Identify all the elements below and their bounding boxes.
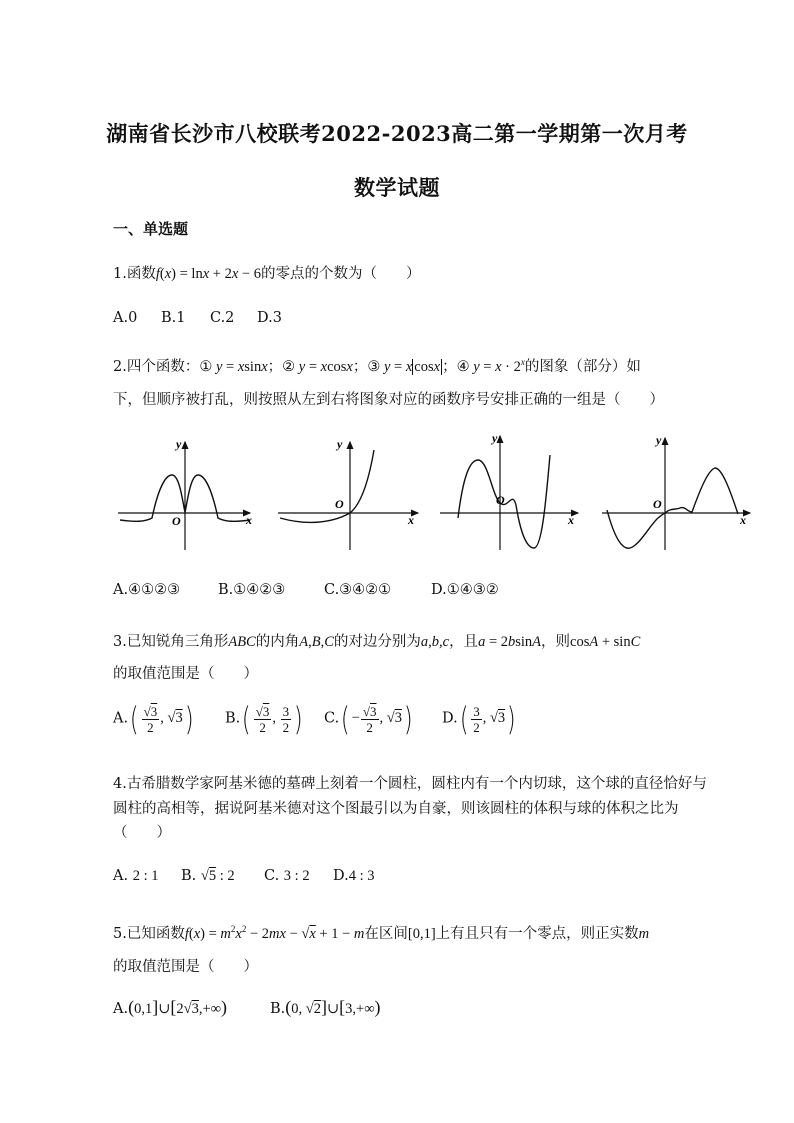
graph-1-x-label: x <box>246 513 252 527</box>
q5-line2: 的取值范围是（ ） <box>113 959 258 975</box>
page-title: 湖南省长沙市八校联考2022-2023高二第一学期第一次月考 <box>106 121 688 146</box>
graph-4-origin: O <box>653 497 662 511</box>
q2-graphs <box>110 430 770 560</box>
q1-options <box>113 310 282 326</box>
q1-option-c: C.2 <box>210 310 235 326</box>
graph-4 <box>602 433 750 550</box>
q2-options <box>113 582 499 598</box>
q2-func-1: ① y = xsinx <box>199 359 268 375</box>
q4-option-d: D.4 : 3 <box>333 868 375 884</box>
q4-option-b: B. √5 : 2 <box>181 868 235 884</box>
q3-mid2: 的对边分别为 <box>333 634 421 650</box>
q5-mid: 在区间 <box>364 926 408 942</box>
graph-3-y-label: y <box>492 431 498 445</box>
q2-prefix: 2.四个函数： <box>113 359 200 375</box>
graph-3-origin: O <box>496 493 505 507</box>
q2-func-4: ④ $y = x \cdot 2^x$ <box>456 357 525 375</box>
q5-option-b: B.(0, √2]∪[3,+∞) <box>270 997 381 1017</box>
q1-prefix: 1.函数 <box>113 266 156 282</box>
q3-mid1: 的内角 <box>255 634 300 650</box>
q5-tail: 上有且只有一个零点，则正实数 <box>435 926 639 942</box>
q2-func-3: ③ y = x cosx <box>367 359 441 375</box>
q2-sep-2: ； <box>352 359 368 375</box>
q3-options <box>113 700 518 738</box>
q1-tail: 的零点的个数为（ ） <box>260 266 421 282</box>
q1-option-a: A.0 <box>113 310 138 326</box>
graph-2-y-label: y <box>337 437 343 451</box>
q3-option-d: D.( $\frac{3}{2}$ , √3) <box>442 700 516 738</box>
q3-option-a: A.( $\frac{√3}{2}$ , √3) <box>113 700 194 738</box>
graph-4-y-label: y <box>656 433 662 447</box>
question-1 <box>113 262 420 283</box>
q5-prefix: 5.已知函数 <box>113 926 185 942</box>
q4-line3: （ ） <box>113 825 171 841</box>
q1-option-b: B.1 <box>161 310 186 326</box>
q2-option-c: C.③④②① <box>324 582 392 598</box>
graph-3 <box>440 431 578 550</box>
q3-option-b: B.( $\frac{√3}{2}$ , $\frac{3}{2}$ ) <box>225 700 303 738</box>
graph-3-x-label: x <box>568 513 574 527</box>
graph-4-x-label: x <box>740 513 746 527</box>
question-3: 3.已知锐角三角形ABC的内角A,B,C的对边分别为a,b,c，且a = 2bsinA，则cosA + sinC <box>113 634 641 650</box>
q4-option-a: A. 2 : 1 <box>113 868 159 884</box>
graph-2 <box>278 437 418 550</box>
graph-1-origin: O <box>172 514 181 528</box>
graph-1 <box>118 437 252 550</box>
q2-option-a: A.④①②③ <box>113 582 181 598</box>
q2-sep-3: ； <box>442 359 457 375</box>
q5-option-a: A.(0,1]∪[2√3,+∞) <box>113 997 227 1017</box>
q2-tail: 的图象（部分）如 <box>524 359 641 375</box>
q1-formula: f(x) = lnx + 2x − 6 <box>155 266 261 282</box>
q3-mid3: ，且 <box>449 634 479 650</box>
q2-func-2: ② y = xcosx <box>282 359 353 375</box>
q3-prefix: 3.已知锐角三角形 <box>113 634 229 650</box>
q2-sep-1: ； <box>267 359 283 375</box>
question-2 <box>113 355 641 376</box>
section-heading: 一、单选题 <box>113 220 189 238</box>
q3-mid4: ，则 <box>541 634 571 650</box>
q2-line2: 下，但顺序被打乱，则按照从左到右将图象对应的函数序号安排正确的一组是（ ） <box>113 392 664 408</box>
q4-option-c: C. 3 : 2 <box>264 868 310 884</box>
q3-line2: 的取值范围是（ ） <box>113 666 258 682</box>
q4-line1: 4.古希腊数学家阿基米德的墓碑上刻着一个圆柱，圆柱内有一个内切球，这个球的直径恰好与 <box>113 776 707 792</box>
q4-options <box>113 868 375 885</box>
q3-option-c: C.( − $\frac{√3}{2}$ , √3) <box>324 700 413 738</box>
graph-2-origin: O <box>335 497 344 511</box>
q2-option-b: B.①④②③ <box>218 582 286 598</box>
question-5: 5.已知函数$f(x) = m^2x^2 - 2mx - √x + 1 - m$在区间[0,1]上有且只有一个零点，则正实数m <box>113 924 650 942</box>
q4-line2: 圆柱的高相等，据说阿基米德对这个图最引以为自豪，则该圆柱的体积与球的体积之比为 <box>113 801 679 817</box>
q1-option-d: D.3 <box>257 310 282 326</box>
graph-2-x-label: x <box>408 513 414 527</box>
q2-option-d: D.①④③② <box>431 582 499 598</box>
q5-options <box>113 997 381 1018</box>
graph-1-y-label: y <box>176 437 182 451</box>
page-subtitle: 数学试题 <box>354 175 440 200</box>
